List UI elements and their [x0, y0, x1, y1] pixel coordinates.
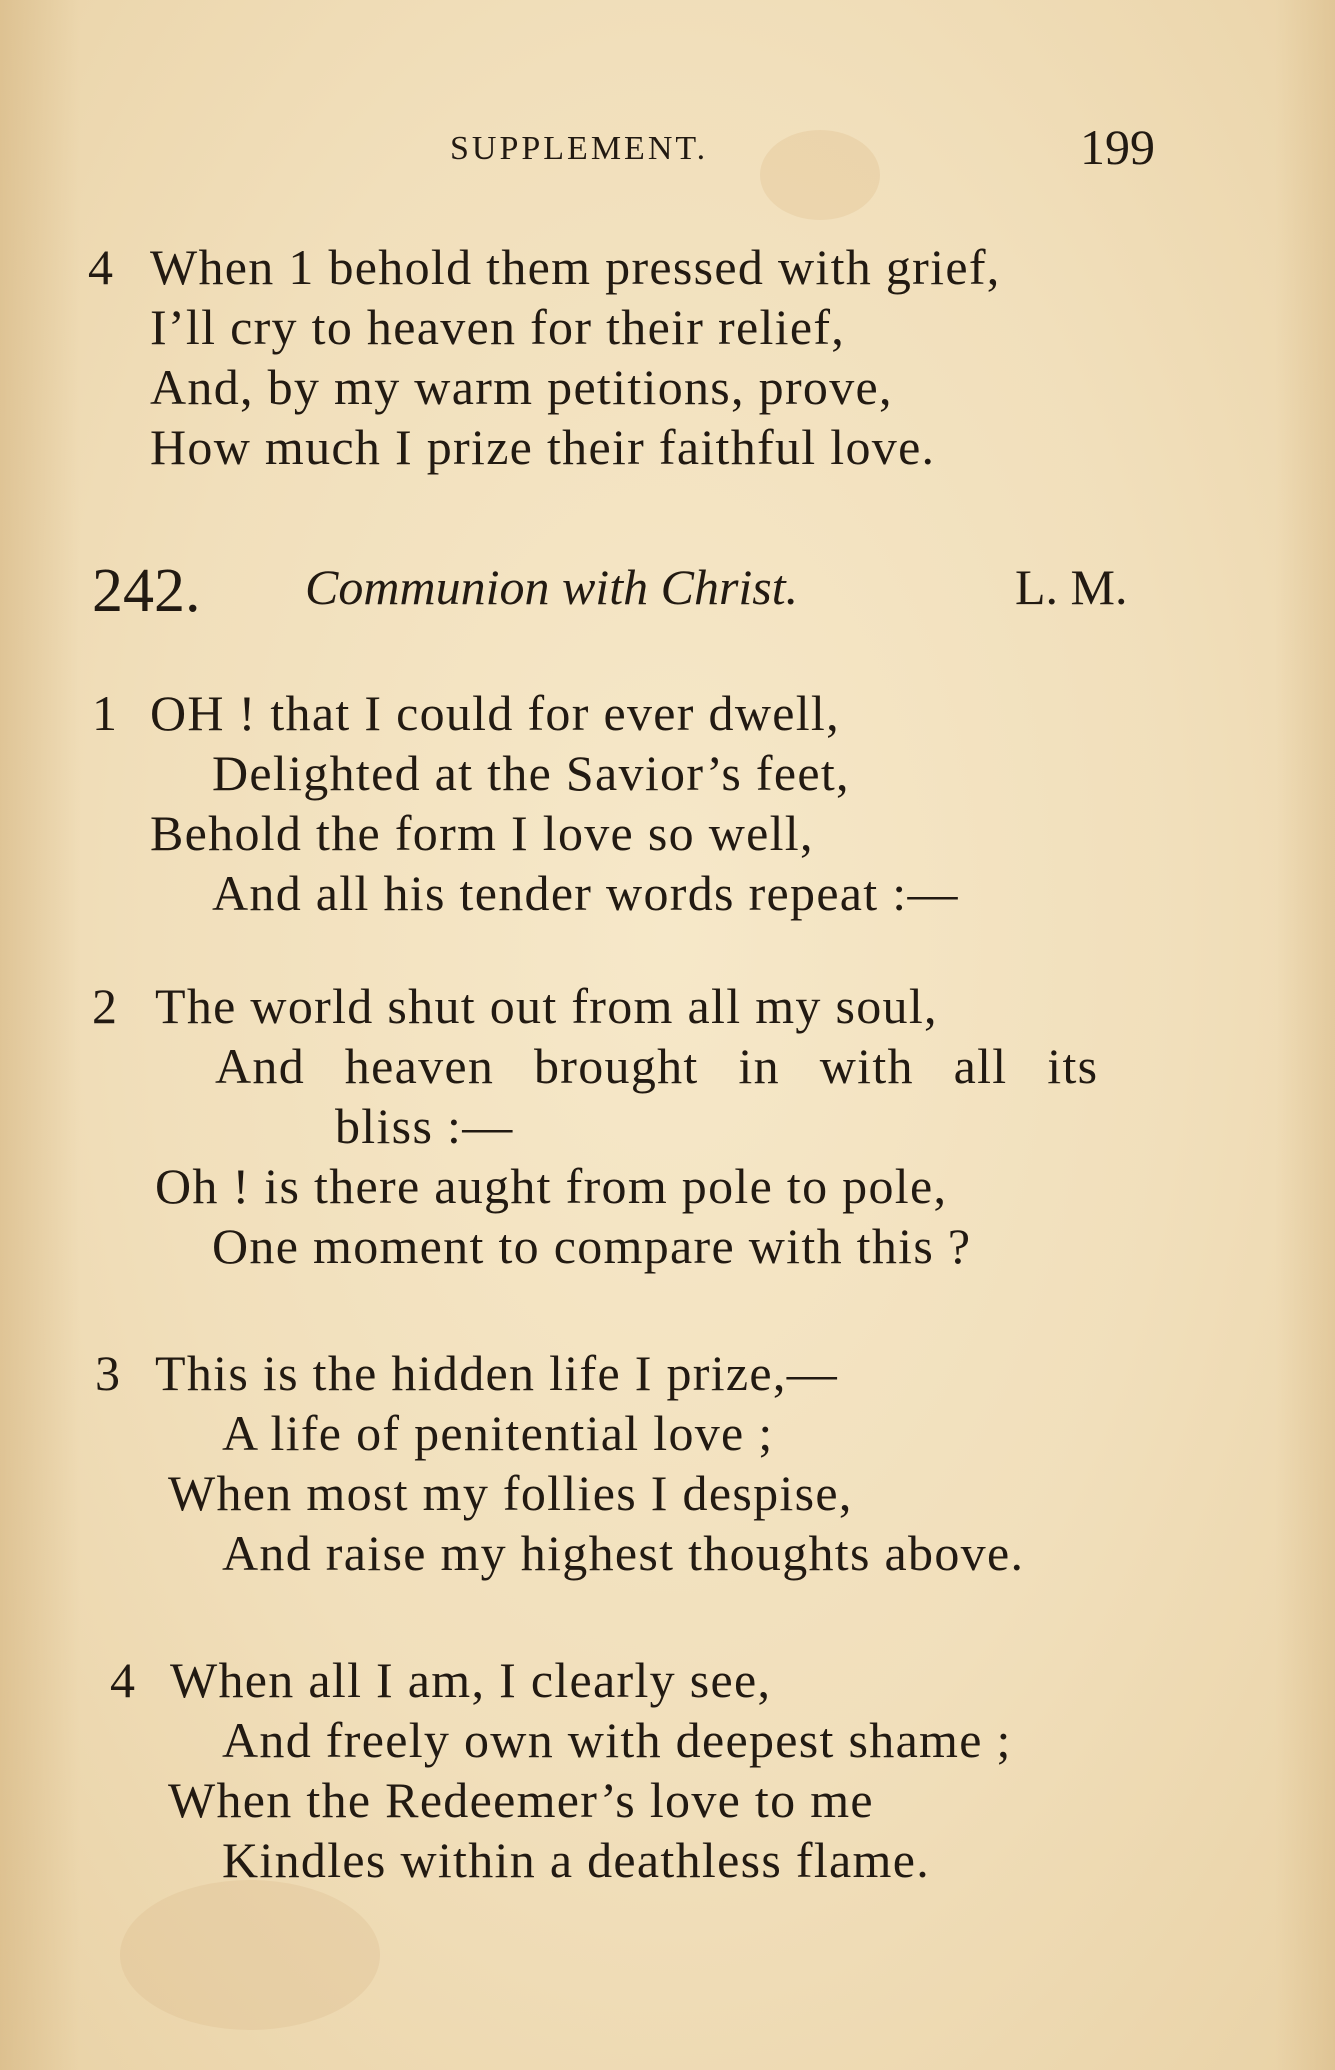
verse-line: I’ll cry to heaven for their relief,	[150, 299, 846, 355]
verse-line: And all his tender words repeat :—	[212, 865, 959, 921]
verse-line: OH ! that I could for ever dwell,	[150, 685, 840, 741]
page-header	[450, 118, 1155, 178]
verse-line: Oh ! is there aught from pole to pole,	[155, 1158, 948, 1214]
verse-line: When all I am, I clearly see,	[170, 1652, 772, 1708]
verse-line: The world shut out from all my soul,	[155, 978, 938, 1034]
verse-line: One moment to compare with this ?	[212, 1218, 972, 1274]
hymn-title: Communion with Christ.	[305, 559, 799, 615]
running-head: SUPPLEMENT.	[450, 130, 709, 167]
verse-line: When most my follies I despise,	[168, 1465, 853, 1521]
verse-line: Behold the form I love so well,	[150, 805, 814, 861]
hymn-number: 242.	[92, 557, 201, 625]
stanza-number: 1	[92, 685, 117, 741]
verse-line: bliss :—	[335, 1098, 514, 1154]
verse-line: And heaven brought in with all its	[215, 1038, 1099, 1094]
verse-line: A life of penitential love ;	[222, 1405, 774, 1461]
hymn-meter: L. M.	[1015, 559, 1128, 615]
verse-line: And raise my highest thoughts above.	[222, 1525, 1025, 1581]
page-edge-shading-left	[0, 0, 80, 2070]
page-edge-shading-right	[1275, 0, 1335, 2070]
stanza-number: 4	[110, 1652, 135, 1708]
verse-line: Kindles within a deathless flame.	[222, 1832, 931, 1888]
stanza-number: 3	[95, 1345, 120, 1401]
verse-line: And freely own with deepest shame ;	[222, 1712, 1012, 1768]
verse-line: Delighted at the Savior’s feet,	[212, 745, 850, 801]
verse-line: This is the hidden life I prize,—	[155, 1345, 839, 1401]
page-number: 199	[1080, 119, 1155, 175]
verse-line: When 1 behold them pressed with grief,	[150, 239, 1001, 295]
foxing-stain	[120, 1880, 380, 2030]
stanza-number: 2	[92, 978, 117, 1034]
verse-line: When the Redeemer’s love to me	[168, 1772, 874, 1828]
stanza-number: 4	[88, 239, 113, 295]
verse-line: How much I prize their faithful love.	[150, 419, 936, 475]
verse-line: And, by my warm petitions, prove,	[150, 359, 893, 415]
